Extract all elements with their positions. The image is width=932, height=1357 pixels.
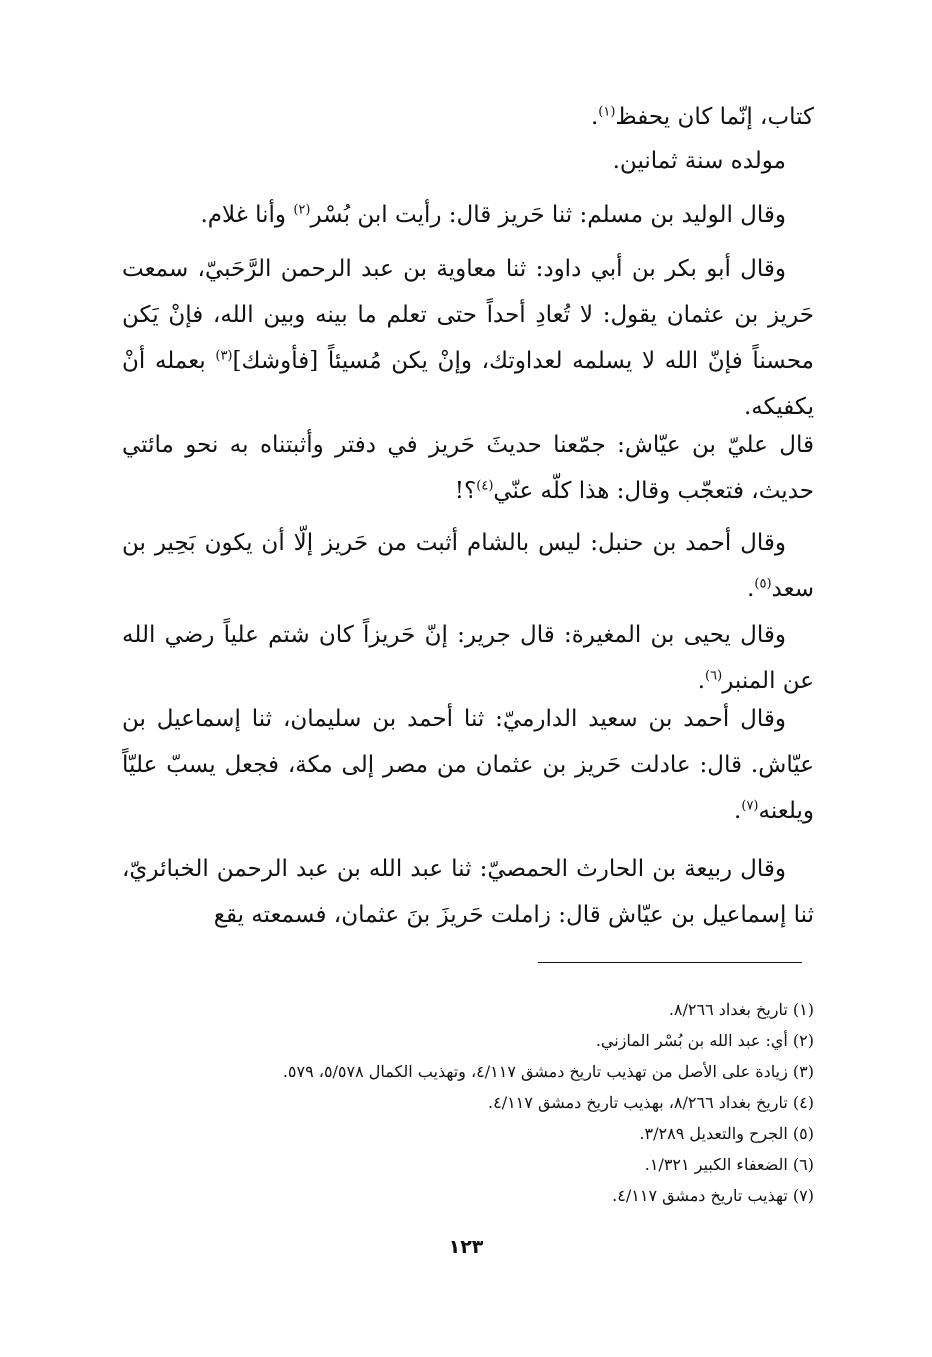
- footnote-ref: (٧): [741, 798, 759, 814]
- footnotes: [114, 994, 814, 1211]
- paragraph-2: مولده سنة ثمانين.: [612, 148, 786, 174]
- footnote-ref: (١): [598, 104, 616, 120]
- footnote-6: (٦) الضعفاء الكبير ١/٣٢١.: [644, 1155, 814, 1174]
- footnote-3: (٣) زيادة على الأصل من تهذيب تاريخ دمشق ٤/١١٧، وتهذيب الكمال ٥/٥٧٨، ٥٧٩.: [282, 1062, 814, 1081]
- footnote-5: (٥) الجرح والتعديل ٣/٢٨٩.: [639, 1124, 814, 1143]
- paragraph-6: وقال أحمد بن حنبل: ليس بالشام أثبت من حَريز إلّا أن يكون بَحِير بن سعد$^{(٥)}$.: [122, 530, 814, 602]
- footnote-ref: (٣): [215, 348, 233, 364]
- footnote-7: (٧) تهذيب تاريخ دمشق ٤/١١٧.: [612, 1186, 814, 1205]
- footnote-4: (٤) تاريخ بغداد ٨/٢٦٦، بهذيب تاريخ دمشق ٤/١١٧.: [488, 1093, 814, 1112]
- footnote-divider: [538, 962, 802, 963]
- footnote-1: (١) تاريخ بغداد ٨/٢٦٦.: [668, 1000, 814, 1019]
- footnote-ref: (٥): [754, 576, 772, 592]
- paragraph-1: كتاب، إنّما كان يحفظ$^{(١)}$.: [590, 104, 814, 130]
- paragraph-4: وقال أبو بكر بن أبي داود: ثنا معاوية بن عبد الرحمن الرَّحَبيّ، سمعت حَريز بن عثمان يقول: لا تُعادِ أحداً حتى تعلم ما بينه وبين الله، فإنْ يَكن محسناً فإنّ الله لا يسلمه لعداوتك، وإنْ يكن مُسيئاً [فأوشك]$^{(٣)}$ بعمله أنْ يكفيكه.: [122, 256, 814, 420]
- paragraph-8: وقال أحمد بن سعيد الدارميّ: ثنا أحمد بن سليمان، ثنا إسماعيل بن عيّاش. قال: عادلت حَريز بن عثمان من مصر إلى مكة، فجعل يسبّ عليّاً ويلعنه$^{(٧)}$.: [122, 706, 814, 824]
- paragraph-9: وقال ربيعة بن الحارث الحمصيّ: ثنا عبد الله بن عبد الرحمن الخبائريّ، ثنا إسماعيل بن عيّاش قال: زاملت حَريزَ بنَ عثمان، فسمعته يقع: [122, 856, 814, 928]
- footnote-2: (٢) أي: عبد الله بن بُسْر المازني.: [595, 1031, 814, 1050]
- paragraph-3: وقال الوليد بن مسلم: ثنا حَريز قال: رأيت ابن بُسْر$^{(٢)}$ وأنا غلام.: [200, 202, 786, 228]
- paragraph-7: وقال يحيى بن المغيرة: قال جرير: إنّ حَريزاً كان شتم علياً رضي الله عن المنبر$^{(٦)}$.: [122, 622, 814, 694]
- paragraph-5: قال عليّ بن عيّاش: جمّعنا حديثَ حَريز في دفتر وأثبتناه به نحو مائتي حديث، فتعجّب وقال: هذا كلّه عنّي$^{(٤)}$؟!: [122, 432, 814, 504]
- footnote-ref: (٤): [476, 478, 494, 494]
- footnote-ref: (٦): [705, 668, 723, 684]
- footnote-ref: (٢): [293, 202, 311, 218]
- page-number: ١٢٣: [448, 1236, 484, 1258]
